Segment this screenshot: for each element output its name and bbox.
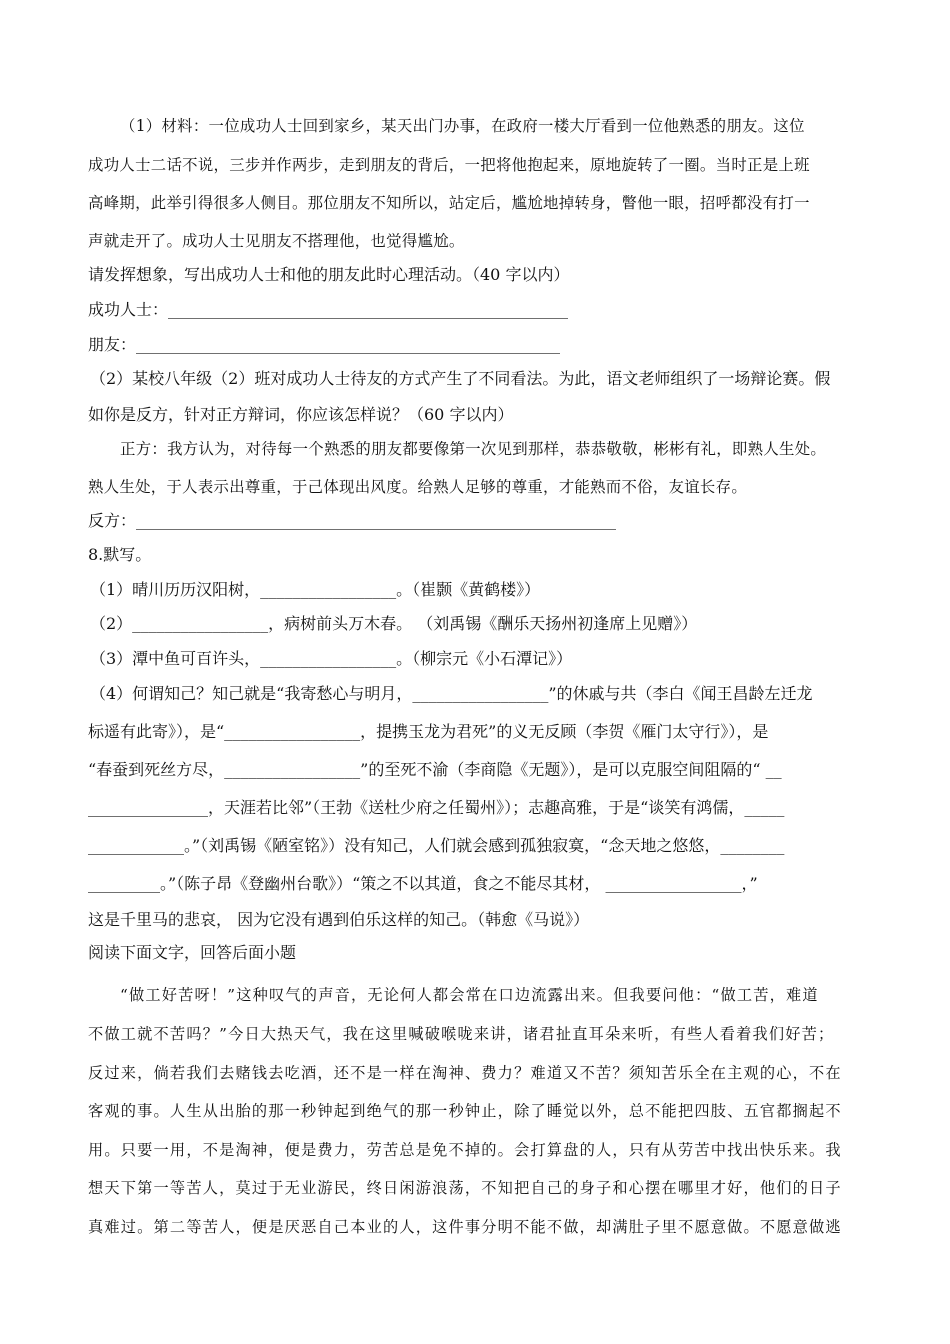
question-prompt: 请发挥想象，写出成功人士和他的朋友此时心理活动。（40 字以内） xyxy=(88,265,570,284)
text-line: 不做工就不苦吗？”今日大热天气，我在这里喊破喉咙来讲，诸君扯直耳朵来听，有些人看着我们好苦； xyxy=(88,1025,835,1043)
text-line: _________。”（陈子昂《登幽州台歌》）“策之不以其道，食之不能尽其材， _________________，” xyxy=(88,874,758,893)
text-line: （2）_________________，病树前头万木春。 （刘禹锡《酬乐天扬州初逢席上见赠》） xyxy=(90,614,698,633)
answer-line: 反方：____________________________________________________________ xyxy=(88,511,617,530)
text-line: ____________。”（刘禹锡《陋室铭》）没有知己，人们就会感到孤独寂寞，“念天地之悠悠，________ xyxy=(88,836,785,855)
text-line: 客观的事。人生从出胎的那一秒钟起到绝气的那一秒钟止，除了睡觉以外，总不能把四肢、五官都搁起不 xyxy=(88,1102,842,1120)
text-line: 声就走开了。成功人士见朋友不搭理他，也觉得尴尬。 xyxy=(88,232,465,250)
text-line: （4）何谓知己？知己就是“我寄愁心与明月，_________________”的休戚与共（李白《闻王昌龄左迁龙 xyxy=(90,684,813,703)
answer-line: 朋友：_____________________________________________________ xyxy=(88,335,561,354)
text-line: 反过来，倘若我们去赌钱去吃酒，还不是一样在淘神、费力？难道又不苦？须知苦乐全在主观的心，不在 xyxy=(88,1064,842,1082)
text-line: 这是千里马的悲哀， 因为它没有遇到伯乐这样的知己。（韩愈《马说》） xyxy=(88,910,590,929)
text-line: “做工好苦呀！”这种叹气的声音，无论何人都会常在口边流露出来。但我要问他：“做工苦，难道 xyxy=(120,986,819,1004)
text-line: “春蚕到死丝方尽，_________________”的至死不渝（李商隐《无题》），是可以克服空间阻隔的“ __ xyxy=(88,760,782,779)
text-line: 成功人士二话不说，三步并作两步，走到朋友的背后，一把将他抱起来，原地旋转了一圈。当时正是上班 xyxy=(88,156,810,174)
text-line: 熟人生处，于人表示出尊重，于己体现出风度。给熟人足够的尊重，才能熟而不俗，友谊长存。 xyxy=(88,478,748,496)
text-line: 正方：我方认为，对待每一个熟悉的朋友都要像第一次见到那样，恭恭敬敬，彬彬有礼，即熟人生处。 xyxy=(120,440,827,458)
text-line: 真难过。第二等苦人，便是厌恶自己本业的人，这件事分明不能不做，却满肚子里不愿意做。不愿意做逃 xyxy=(88,1218,842,1236)
section-heading: 阅读下面文字，回答后面小题 xyxy=(88,943,297,962)
text-line: （2）某校八年级（2）班对成功人士待友的方式产生了不同看法。为此，语文老师组织了一场辩论赛。假 xyxy=(90,369,831,388)
text-line: 用。只要一用，不是淘神，便是费力，劳苦总是免不掉的。会打算盘的人，只有从劳苦中找出快乐来。我 xyxy=(88,1141,842,1159)
text-line: （3）潭中鱼可百许头，_________________。（柳宗元《小石潭记》） xyxy=(90,649,573,668)
answer-line: 成功人士：__________________________________________________ xyxy=(88,300,569,319)
text-line: 如你是反方，针对正方辩词，你应该怎样说？（60 字以内） xyxy=(88,405,514,424)
text-line: （1）材料：一位成功人士回到家乡，某天出门办事，在政府一楼大厅看到一位他熟悉的朋友。这位 xyxy=(120,117,805,135)
text-line: 高峰期，此举引得很多人侧目。那位朋友不知所以，站定后，尴尬地掉转身，瞥他一眼，招呼都没有打一 xyxy=(88,194,810,212)
text-line: 标遥有此寄》），是“_________________，提携玉龙为君死”的义无反顾（李贺《雁门太守行》），是 xyxy=(88,722,769,741)
text-line: （1）晴川历历汉阳树，_________________。（崔颢《黄鹤楼》） xyxy=(90,580,541,599)
section-heading: 8.默写。 xyxy=(88,545,152,564)
text-line: _______________，天涯若比邻”（王勃《送杜少府之任蜀州》）；志趣高雅，于是“谈笑有鸿儒，_____ xyxy=(88,798,785,817)
text-line: 想天下第一等苦人，莫过于无业游民，终日闲游浪荡，不知把自己的身子和心摆在哪里才好，他们的日子 xyxy=(88,1179,842,1197)
